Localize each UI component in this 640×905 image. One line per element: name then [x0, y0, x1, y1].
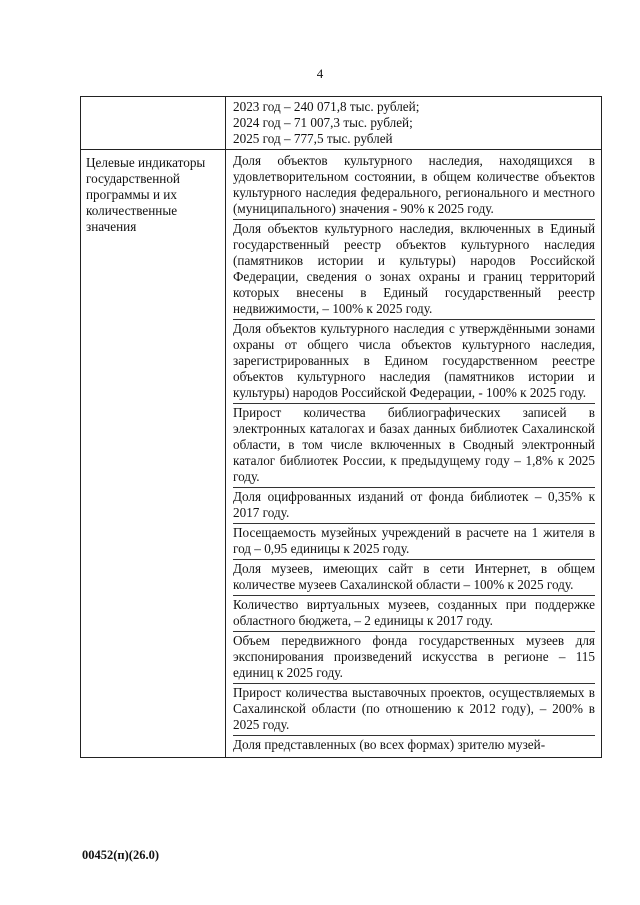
page-number: 4	[316, 66, 324, 81]
funding-year-2025: 2025 год – 777,5 тыс. рублей	[233, 131, 393, 146]
indicator-paragraph: Доля объектов культурного наследия с утверждёнными зонами охраны от общего числа объектов культурного наследия, зарегистрированных в Едином государственном реестре объектов культурного наследия (памятников истории и культуры) народов Российской Федерации, - 100% к 2025 году.	[233, 320, 595, 404]
indicator-paragraph: Доля объектов культурного наследия, находящихся в удовлетворительном состоянии, в общем количестве объектов культурного наследия федерального, регионального и местного (муниципального) значения - 90% к 2025 году.	[233, 152, 595, 220]
indicator-paragraph: Доля представленных (во всех формах) зрителю музей-	[233, 737, 546, 752]
indicator-paragraph: Прирост количества выставочных проектов, осуществляемых в Сахалинской области (по отношению к 2012 году), – 200% в 2025 году.	[233, 684, 595, 736]
indicator-paragraph: Доля музеев, имеющих сайт в сети Интернет, в общем количестве музеев Сахалинской области – 100% к 2025 году.	[233, 560, 595, 596]
document-footer-code: 00452(п)(26.0)	[82, 848, 159, 862]
indicator-paragraph: Посещаемость музейных учреждений в расчете на 1 жителя в год – 0,95 единицы к 2025 году.	[233, 524, 595, 560]
indicator-paragraph: Количество виртуальных музеев, созданных при поддержке областного бюджета, – 2 единицы к 2017 году.	[233, 596, 595, 632]
funding-year-2024: 2024 год – 71 007,3 тыс. рублей;	[233, 115, 413, 130]
indicator-paragraph: Прирост количества библиографических записей в электронных каталогах и базах данных библиотек Сахалинской области, в том числе включенных в Сводный электронный каталог библиотек России, к предыдущему году – 1,8% к 2025 году.	[233, 404, 595, 488]
indicators-row	[81, 150, 602, 758]
funding-year-2023: 2023 год – 240 071,8 тыс. рублей;	[233, 99, 420, 114]
indicators-values-cell	[226, 150, 602, 758]
program-passport-table	[80, 96, 602, 758]
indicator-paragraph: Доля оцифрованных изданий от фонда библиотек – 0,35% к 2017 году.	[233, 488, 595, 524]
indicators-label-cell	[81, 150, 226, 758]
funding-label-cell	[81, 97, 226, 150]
indicator-paragraph: Объем передвижного фонда государственных музеев для экспонирования произведений искусства в регионе – 115 единиц к 2025 году.	[233, 632, 595, 684]
funding-row	[81, 97, 602, 150]
indicators-label: Целевые индикаторы государственной программы и их количественные значения	[86, 155, 206, 234]
funding-values-cell	[226, 97, 602, 150]
indicator-paragraph: Доля объектов культурного наследия, включенных в Единый государственный реестр объектов культурного наследия (памятников истории и культуры) народов Российской Федерации, сведения о зонах охраны и границ территорий которых внесены в Единый государственный реестр недвижимости, – 100% к 2025 году.	[233, 220, 595, 320]
